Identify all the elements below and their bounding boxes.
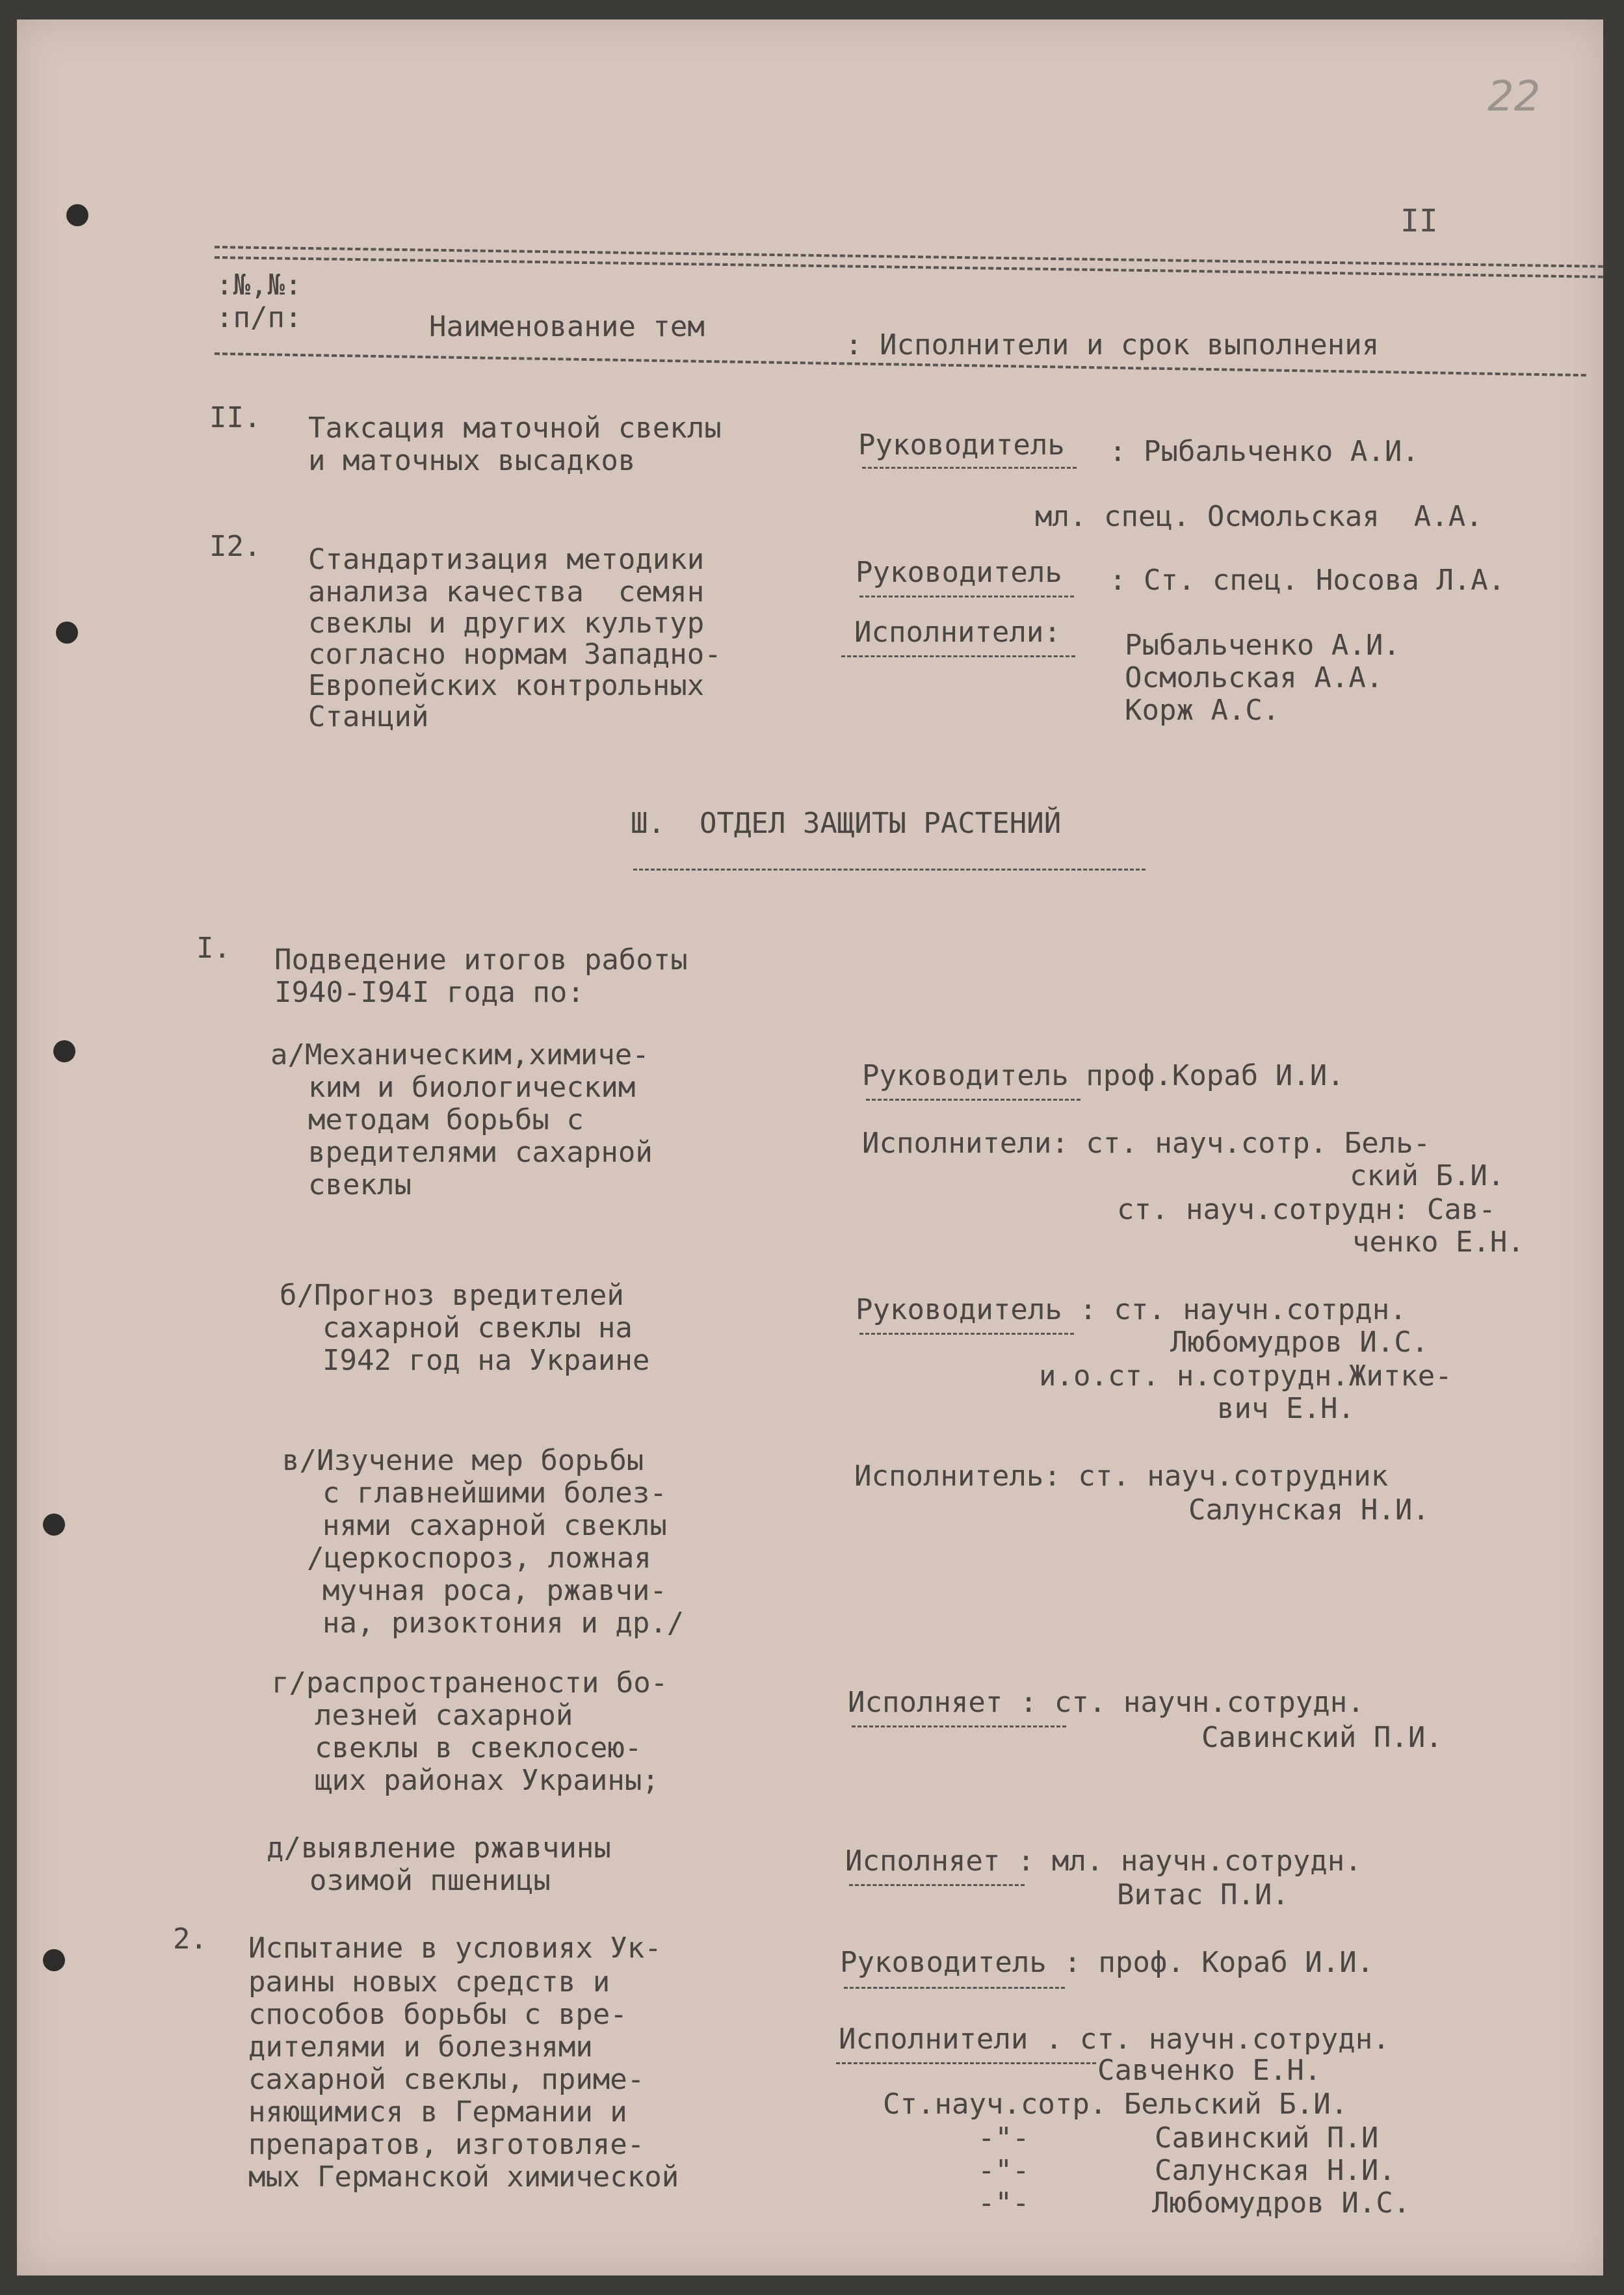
item-title-line: анализа качества семян [308,575,705,609]
person-name: и.о.ст. н.сотрудн.Житке- [1039,1359,1452,1393]
header-rule-top [215,246,1603,268]
subitem-line: свеклы в свеклосею- [315,1731,642,1764]
person-name: Любомудров И.С. [1170,1326,1429,1359]
item-number: II. [209,401,261,434]
subitem-line: I942 год на Украине [322,1344,650,1377]
item-text-line: Испытание в условиях Ук- [248,1932,662,1965]
subitem-line: свеклы [308,1168,412,1201]
person-name: Савченко Е.Н. [1097,2054,1322,2087]
binder-hole [43,1949,65,1971]
header-number-col-line2: :п/п: [216,301,302,334]
subitem-line: сахарной свеклы на [322,1311,633,1344]
role-label: Исполняет : ст. научн.сотрудн. [848,1686,1365,1719]
person-name: ченко Е.Н. [1352,1226,1525,1259]
item-number: 2. [173,1922,207,1956]
subitem-line: вредителями сахарной [308,1136,653,1169]
subitem-line: /церкоспороз, ложная [307,1541,651,1575]
typed-page-number: II [1400,203,1438,239]
role-underline [836,2062,1096,2064]
person-name: Савинский П.И. [1201,1721,1443,1754]
subitem-line: щих районах Украины; [315,1764,659,1797]
role-underline [866,1099,1080,1101]
role-underline [859,1333,1074,1335]
subitem-line: озимой пшеницы [309,1864,551,1897]
item-title-line: и маточных высадков [308,444,636,477]
item-title-line: согласно нормам Западно- [308,638,722,671]
person-name: Салунская Н.И. [1188,1493,1430,1527]
header-executors-col: : Исполнители и срок выполнения [845,328,1380,361]
role-label: Руководитель [858,428,1065,462]
person-name: ский Б.И. [1350,1159,1505,1192]
item-title-line: I940-I94I года по: [274,976,584,1009]
role-underline [841,655,1075,657]
header-rule-top-2 [215,256,1603,278]
section-heading: Ш. ОТДЕЛ ЗАЩИТЫ РАСТЕНИЙ [631,807,1062,840]
subitem-line: д/выявление ржавчины [267,1831,611,1865]
person-name: : Ст. спец. Носова Л.А. [1109,564,1506,597]
person-name: Рыбальченко А.И. [1125,629,1400,662]
item-title-line: Стандартизация методики [308,543,705,576]
subitem-line: на, ризоктония и др./ [322,1606,685,1640]
ditto-mark: -"- [978,2186,1030,2220]
item-text-line: способов борьбы с вре- [248,1998,627,2031]
subitem-line: с главнейшими болез- [322,1476,667,1510]
role-label: Исполнители: ст. науч.сотр. Бель- [862,1127,1431,1160]
person-name: : Рыбальченко А.И. [1109,435,1419,468]
role-label: Исполняет : мл. научн.сотрудн. [845,1844,1362,1878]
item-number: I2. [209,530,261,563]
subitem-line: г/распространености бо- [272,1666,668,1699]
role-label: Руководитель [856,556,1062,589]
subitem-line: лезней сахарной [315,1699,573,1732]
role-label: Руководитель : проф. Кораб И.И. [840,1946,1374,1979]
section-heading-underline [633,869,1146,871]
subitem-line: в/Изучение мер борьбы [282,1444,644,1477]
person-name: Осмольская А.А. [1125,661,1383,694]
item-number: I. [196,932,231,965]
item-text-line: раины новых средств и [248,1965,610,1999]
role-underline [859,596,1074,597]
binder-hole [43,1514,65,1536]
subitem-line: ким и биологическим [308,1071,636,1104]
person-name: Корж А.С. [1125,694,1280,727]
binder-hole [53,1040,75,1062]
subitem-line: мучная роса, ржавчи- [322,1574,667,1607]
role-label: Исполнители . ст. научн.сотрудн. [839,2023,1390,2056]
item-text-line: препаратов, изготовляе- [248,2128,645,2161]
ditto-mark: -"- [978,2154,1030,2187]
item-title-line: Подведение итогов работы [274,943,688,977]
role-label: Исполнитель: ст. науч.сотрудник [854,1460,1389,1493]
person-name: Савинский П.И [1155,2121,1379,2155]
role-label: Руководитель : ст. научн.сотрдн. [856,1293,1407,1326]
subitem-line: б/Прогноз вредителей [280,1279,624,1312]
binder-hole [56,622,78,644]
role-label: Исполнители: [854,616,1061,649]
ditto-mark: -"- [978,2121,1030,2155]
item-title-line: Таксация маточной свеклы [308,412,722,445]
item-title-line: Станций [308,700,429,733]
person-name: вич Е.Н. [1217,1392,1355,1425]
role-underline [862,467,1077,469]
person-name: Ст.науч.сотр. Бельский Б.И. [883,2088,1348,2121]
role-underline [849,1884,1025,1886]
item-text-line: сахарной свеклы, приме- [248,2063,645,2096]
item-title-line: свеклы и других культур [308,607,705,640]
header-number-col-line1: :№,№: [216,269,302,302]
person-name: мл. спец. Осмольская А.А. [1035,500,1483,533]
role-underline [852,1725,1066,1727]
document-sheet [17,20,1603,2275]
header-topic-col: Наименование тем [429,310,705,343]
person-name: Любомудров И.С. [1152,2186,1411,2220]
item-title-line: Европейских контрольных [308,669,705,702]
item-text-line: дителями и болезнями [248,2030,593,2064]
subitem-line: а/Механическим,химиче- [270,1038,649,1071]
item-text-line: мых Германской химической [248,2160,679,2194]
role-underline [844,1987,1065,1989]
binder-hole [66,204,88,226]
subitem-line: методам борьбы с [308,1103,584,1136]
person-name: Витас П.И. [1117,1878,1289,1911]
person-name: Салунская Н.И. [1155,2154,1396,2187]
person-name: ст. науч.сотрудн: Сав- [1117,1193,1496,1226]
subitem-line: нями сахарной свеклы [322,1509,667,1542]
item-text-line: няющимися в Германии и [248,2095,627,2129]
role-label: Руководитель проф.Кораб И.И. [862,1059,1344,1092]
pencil-page-number: 22 [1487,73,1541,121]
